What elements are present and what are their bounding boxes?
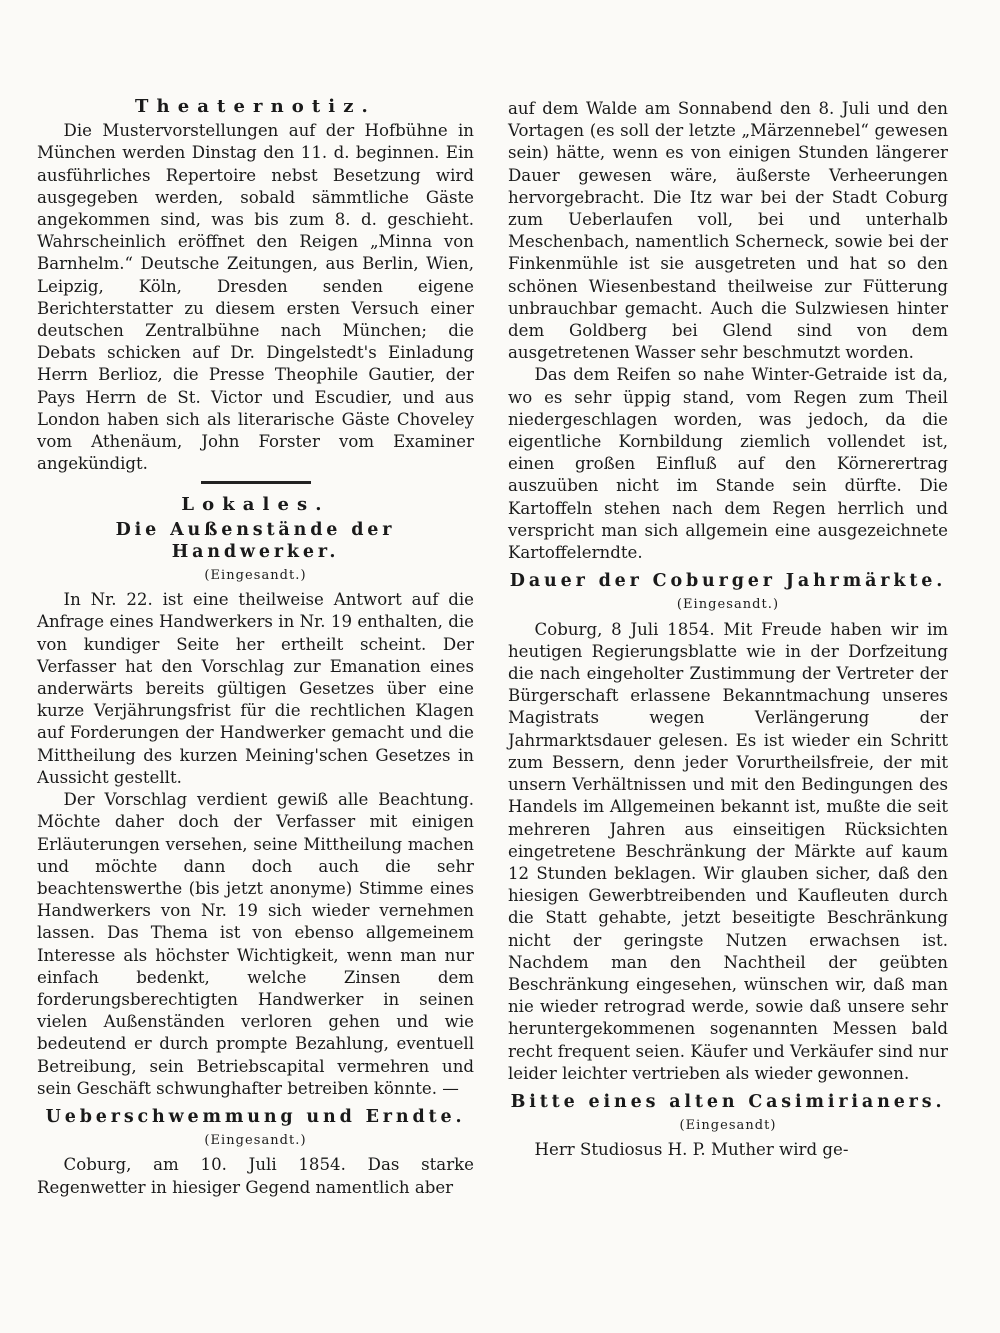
article-source-aussenstaende: (Eingesandt.) [204, 568, 307, 584]
continuation-paragraph: Das dem Reifen so nahe Winter-Getraide ist da, wo es sehr üppig stand, vom Regen zum Theil niedergeschlagen worden, was jedoch, da die eigentliche Kornbildung ziemlich vollendet ist, einen großen Einfluß auf den Körnerertrag auszuüben nicht im Stande sein dürfte. Die Kartoffeln stehen nach dem Regen herrlich und verspricht man sich allgemein eine ausgezeichnete Kartoffelerndte. [508, 365, 948, 563]
continuation-paragraph: auf dem Walde am Sonnabend den 8. Juli und den Vortagen (es soll der letzte „Märzennebel“ gewesen sein) hätte, wenn es von einigen Stunden längerer Dauer gewesen wäre, äußerste Verheerungen hervorgebracht. Die Itz war bei der Stadt Coburg zum Ueberlaufen voll, bei und unterhalb Meschenbach, namentlich Scherneck, sowie bei der Finkenmühle ist sie ausgetreten und hat so den schönen Wiesenbestand theilweise zur Fütterung unbrauchbar gemacht. Auch die Sulzwiesen hinter dem Goldberg bei Glend sind von dem ausgetretenen Wasser sehr beschmutzt worden. [508, 99, 948, 363]
article-title-ueberschwemmung: Ueberschwemmung und Erndte. [45, 1106, 466, 1127]
left-column [37, 96, 474, 1199]
article-paragraph: Herr Studiosus H. P. Muther wird ge- [534, 1140, 849, 1160]
article-paragraph: Coburg, 8 Juli 1854. Mit Freude haben wir im heutigen Regierungsblatte wie in der Dorfzeitung die nach eingeholter Zustimmung der Vertreter der Bürgerschaft erlassene Bekanntmachung unseres Magistrats wegen Verlängerung der Jahrmarktsdauer gelesen. Es ist wieder ein Schritt zum Bessern, denn jeder Vorurtheilsfreie, der mit unsern Verhältnissen und mit den Bedingungen des Handels im Allgemeinen bekannt ist, mußte die seit mehreren Jahren aus einseitigen Rücksichten eingetretene Beschränkung der Märkte auf kaum 12 Stunden beklagen. Wir glauben sicher, daß den hiesigen Gewerbtreibenden und Kaufleuten durch die Statt gehabte, jetzt beseitigte Beschränkung nicht der geringste Nutzen erwachsen ist. Nachdem man den Nachtheil der geübten Beschränkung eingesehen, wünschen wir, daß man nie wieder retrograd werde, sowie daß unsere sehr heruntergekommenen sogenannten Messen bald recht frequent seien. Käufer und Verkäufer sind nur leider leichter vertrieben als wieder gewonnen. [508, 619, 948, 1083]
article-title-casimirianer: Bitte eines alten Casimirianers. [510, 1091, 946, 1112]
article-source-casimirianer: (Eingesandt) [679, 1118, 777, 1134]
lokales-heading: Lokales. [181, 494, 330, 516]
right-column [508, 98, 948, 1162]
theater-heading: Theaternotiz. [135, 96, 376, 117]
article-title-aussenstaende: Die Außenstände der Handwerker. [115, 519, 396, 562]
article-title-jahrmaerkte: Dauer der Coburger Jahrmärkte. [509, 571, 947, 592]
article-paragraph: In Nr. 22. ist eine theilweise Antwort auf die Anfrage eines Handwerkers in Nr. 19 enthalten, die von kundiger Seite her ertheilt scheint. Der Verfasser hat den Vorschlag zur Emanation eines anderwärts bereits gültigen Gesetzes über eine kurze Verjährungsfrist für die rechtlichen Klagen auf Forderungen der Handwerker gemacht und die Mittheilung des kurzen Meining'schen Gesetzes in Aussicht gestellt. [37, 590, 474, 787]
article-source-jahrmaerkte: (Eingesandt.) [676, 597, 780, 613]
article-source-ueberschwemmung: (Eingesandt.) [204, 1133, 307, 1149]
section-divider [201, 481, 311, 484]
article-paragraph: Der Vorschlag verdient gewiß alle Beachtung. Möchte daher doch der Verfasser mit einigen Erläuterungen versehen, seine Mittheilung machen und möchte dann doch auch die sehr beachtenswerthe (bis jetzt anonyme) Stimme eines Handwerkers von Nr. 19 sich wieder vernehmen lassen. Das Thema ist von ebenso allgemeinem Interesse als höchster Wichtigkeit, wenn man nur einfach bedenkt, welche Zinsen dem forderungsberechtigten Handwerker in seinen vielen Außenständen verloren gehen und wie bedeutend er durch prompte Bezahlung, eventuell Betreibung, sein Betriebscapital vermehren und sein Geschäft schwunghafter betreiben könnte. — [37, 790, 474, 1098]
article-paragraph: Coburg, am 10. Juli 1854. Das starke Regenwetter in hiesiger Gegend namentlich aber [37, 1155, 474, 1197]
theater-paragraph: Die Mustervorstellungen auf der Hofbühne in München werden Dinstag den 11. d. beginnen. Ein ausführliches Repertoire nebst Besetzung wird ausgegeben werden, sobald sämmtliche Gäste angekommen sind, was bis zum 8. d. geschieht. Wahrscheinlich eröffnet den Reigen „Minna von Barnhelm.“ Deutsche Zeitungen, aus Berlin, Wien, Leipzig, Köln, Dresden senden eigene Berichterstatter zu diesem ersten Versuch einer deutschen Zentralbühne nach München; die Debats schicken auf Dr. Dingelstedt's Einladung Herrn Berlioz, die Presse Theophile Gautier, der Pays Herrn de St. Victor und Escudier, und aus London haben sich als literarische Gäste Choveley vom Athenäum, John Forster vom Examiner angekündigt. [37, 121, 474, 474]
